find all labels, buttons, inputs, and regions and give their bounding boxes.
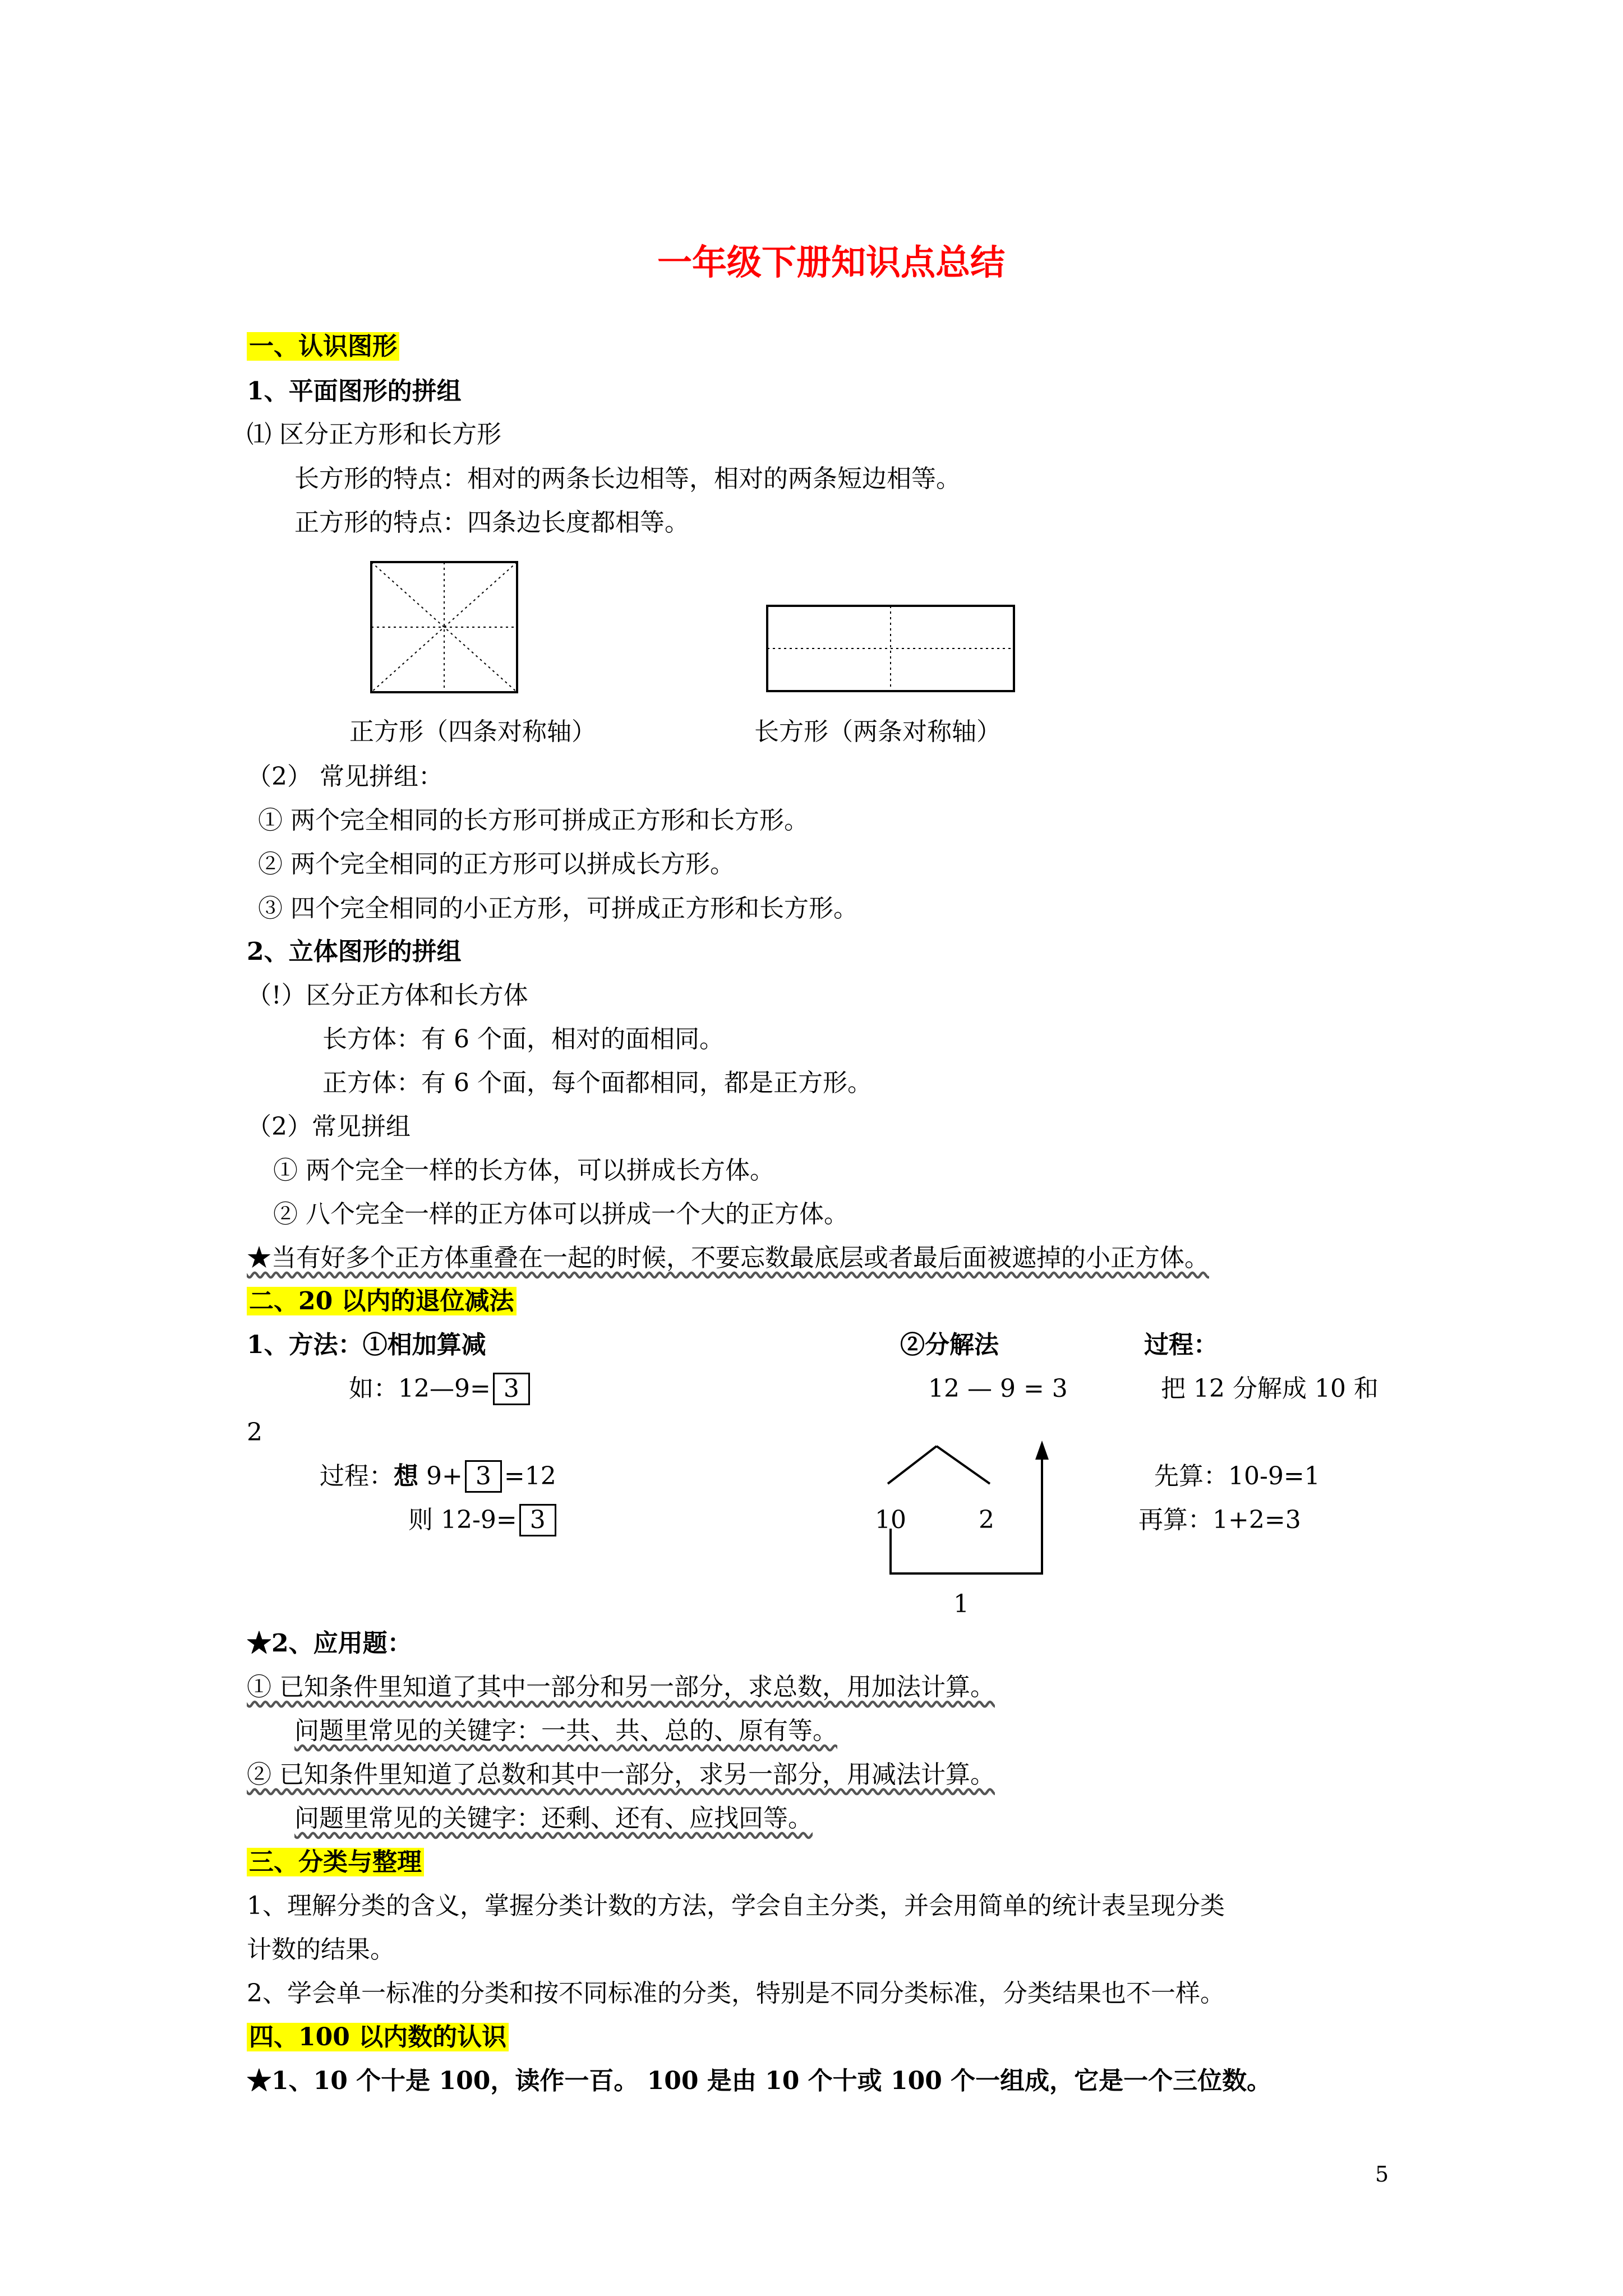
text-line: 2、学会单一标准的分类和按不同标准的分类，特别是不同分类标准，分类结果也不一样。 bbox=[247, 1979, 1225, 2008]
answer-box: 3 bbox=[493, 1373, 530, 1405]
example-line: 如：12—9= 3 bbox=[349, 1372, 532, 1406]
decompose-text: 把 12 分解成 10 和 bbox=[1161, 1374, 1378, 1403]
decomp-one: 1 bbox=[953, 1590, 969, 1618]
first-step: 先算：10-9=1 bbox=[1154, 1462, 1320, 1490]
think-line: 过程：想 9+ 3 =12 bbox=[320, 1460, 556, 1493]
list-item: ② 八个完全一样的正方体可以拼成一个大的正方体。 bbox=[273, 1200, 849, 1228]
list-item: ① 已知条件里知道了其中一部分和另一部分，求总数，用加法计算。 bbox=[247, 1673, 995, 1701]
text-line: 1、理解分类的含义，掌握分类计数的方法，学会自主分类，并会用简单的统计表呈现分类 bbox=[247, 1892, 1225, 1920]
process-label: 过程： bbox=[1144, 1331, 1218, 1359]
caption-square: 正方形（四条对称轴） bbox=[349, 717, 596, 746]
star-fact: ★1、10 个十是 100，读作一百。 100 是由 10 个十或 100 个一组成，它是一个三位数。 bbox=[247, 2067, 1272, 2095]
rectangle-figure bbox=[767, 606, 1014, 691]
text-line: 长方形的特点：相对的两条长边相等，相对的两条短边相等。 bbox=[294, 464, 961, 493]
decomposition-diagram bbox=[888, 1441, 1049, 1573]
square-figure bbox=[371, 562, 517, 692]
caption-rectangle: 长方形（两条对称轴） bbox=[754, 717, 1001, 746]
application-heading: ★2、应用题： bbox=[247, 1629, 412, 1658]
method2-heading: ②分解法 bbox=[900, 1331, 999, 1359]
text-line: （2） 常见拼组： bbox=[247, 762, 443, 791]
page-title: 一年级下册知识点总结 bbox=[657, 242, 1006, 283]
answer-box: 3 bbox=[465, 1460, 502, 1493]
decompose-text-cont: 2 bbox=[247, 1418, 262, 1447]
list-item: 问题里常见的关键字：一共、共、总的、原有等。 bbox=[294, 1717, 837, 1745]
text-line: 计数的结果。 bbox=[247, 1935, 395, 1964]
list-item: 问题里常见的关键字：还剩、还有、应找回等。 bbox=[294, 1804, 813, 1833]
text-line: ⑴ 区分正方形和长方形 bbox=[247, 420, 501, 449]
method-heading: 1、方法：①相加算减 bbox=[247, 1331, 486, 1359]
text-line: 正方形的特点：四条边长度都相等。 bbox=[294, 508, 689, 537]
text-line: 正方体：有 6 个面，每个面都相同，都是正方形。 bbox=[322, 1069, 872, 1097]
then-line: 则 12-9= 3 bbox=[408, 1503, 559, 1537]
text-line: （2）常见拼组 bbox=[247, 1112, 411, 1141]
equation: 12 — 9 = 3 bbox=[928, 1374, 1068, 1403]
text-line: 长方体：有 6 个面，相对的面相同。 bbox=[322, 1025, 724, 1053]
subheading-solid-shapes: 2、立体图形的拼组 bbox=[247, 937, 462, 966]
section-heading-classification: 三、分类与整理 bbox=[247, 1846, 424, 1879]
list-item: ② 两个完全相同的正方形可以拼成长方形。 bbox=[258, 850, 735, 878]
list-item: ① 两个完全相同的长方形可拼成正方形和长方形。 bbox=[258, 806, 809, 835]
list-item: ① 两个完全一样的长方体，可以拼成长方体。 bbox=[273, 1156, 774, 1185]
star-note: ★当有好多个正方体重叠在一起的时候，不要忘数最底层或者最后面被遮掉的小正方体。 bbox=[247, 1244, 1209, 1272]
answer-box: 3 bbox=[519, 1504, 556, 1536]
text-line: （!）区分正方体和长方体 bbox=[247, 981, 528, 1010]
list-item: ③ 四个完全相同的小正方形，可拼成正方形和长方形。 bbox=[258, 894, 858, 923]
subheading-plane-shapes: 1、平面图形的拼组 bbox=[247, 377, 462, 406]
decomp-ten: 10 bbox=[875, 1506, 906, 1534]
section-heading-shapes: 一、认识图形 bbox=[247, 330, 399, 364]
section-heading-numbers: 四、100 以内数的认识 bbox=[247, 2021, 509, 2054]
page-number: 5 bbox=[1375, 2162, 1389, 2187]
section-heading-subtraction: 二、20 以内的退位减法 bbox=[247, 1285, 517, 1318]
second-step: 再算：1+2=3 bbox=[1138, 1506, 1301, 1534]
list-item: ② 已知条件里知道了总数和其中一部分，求另一部分，用减法计算。 bbox=[247, 1760, 995, 1789]
decomp-two: 2 bbox=[979, 1506, 994, 1534]
